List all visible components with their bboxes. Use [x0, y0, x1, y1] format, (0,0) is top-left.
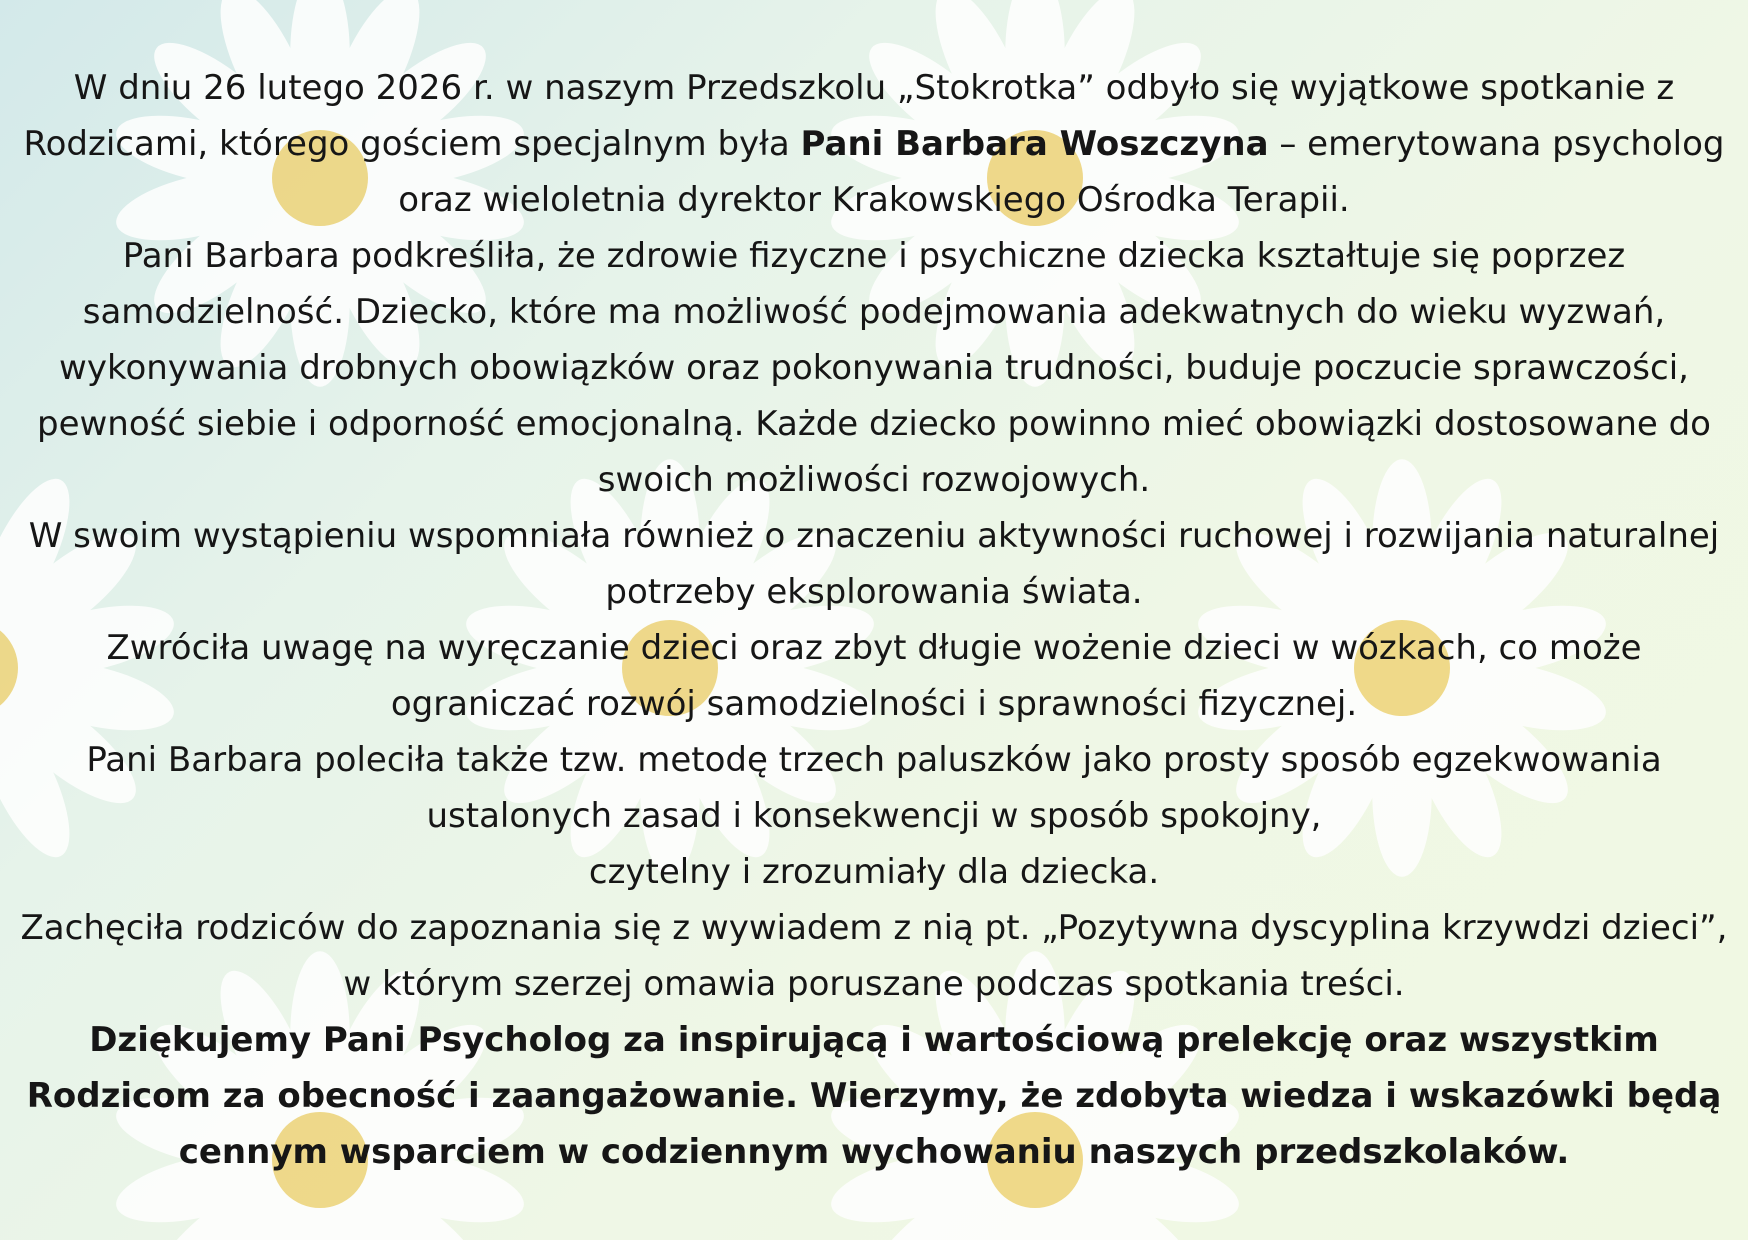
- thanks-paragraph: [14, 1012, 1734, 1180]
- guest-description: – emerytowana psycholog oraz wieloletnia dyrektor Krakowskiego Ośrodka Terapii.: [398, 124, 1725, 220]
- three-fingers-continuation: czytelny i zrozumiały dla dziecka.: [588, 852, 1160, 892]
- intro-text: W dniu 26 lutego 2026 r. w naszym Przedszkolu „Stokrotka” odbyło się wyjątkowe spotkanie z Rodzicami, którego gościem specjalnym była: [23, 68, 1675, 164]
- intro-paragraph: [14, 60, 1734, 228]
- strollers-paragraph: Zwróciła uwagę na wyręczanie dzieci oraz zbyt długie wożenie dzieci w wózkach, co może ograniczać rozwój samodzielności i sprawności fizycznej.: [106, 628, 1642, 724]
- three-fingers-paragraph: Pani Barbara poleciła także tzw. metodę trzech paluszków jako prosty sposób egzekwowania ustalonych zasad i konsekwencji w sposób spokojny,: [86, 740, 1662, 836]
- announcement-text: [14, 60, 1734, 1180]
- thanks-text: Dziękujemy Pani Psycholog za inspirującą i wartościową prelekcję oraz wszystkim Rodzicom za obecność i zaangażowanie. Wierzymy, że zdobyta wiedza i wskazówki będą cennym wsparciem w codziennym wychowaniu naszych przedszkolaków.: [26, 1020, 1722, 1172]
- interview-paragraph: Zachęciła rodziców do zapoznania się z wywiadem z nią pt. „Pozytywna dyscyplina krzywdzi dzieci”, w którym szerzej omawia poruszane podczas spotkania treści.: [20, 908, 1728, 1004]
- physical-activity-paragraph: W swoim wystąpieniu wspomniała również o znaczeniu aktywności ruchowej i rozwijania naturalnej potrzeby eksplorowania świata.: [28, 516, 1720, 612]
- independence-paragraph: Pani Barbara podkreśliła, że zdrowie fizyczne i psychiczne dziecka kształtuje się poprzez samodzielność. Dziecko, które ma możliwość podejmowania adekwatnych do wieku wyzwań, wykonywania drobnych obowiązków oraz pokonywania trudności, buduje poczucie sprawczości, pewność siebie i odporność emocjonalną. Każde dziecko powinno mieć obowiązki dostosowane do swoich możliwości rozwojowych.: [37, 236, 1711, 500]
- guest-name: Pani Barbara Woszczyna: [800, 124, 1269, 164]
